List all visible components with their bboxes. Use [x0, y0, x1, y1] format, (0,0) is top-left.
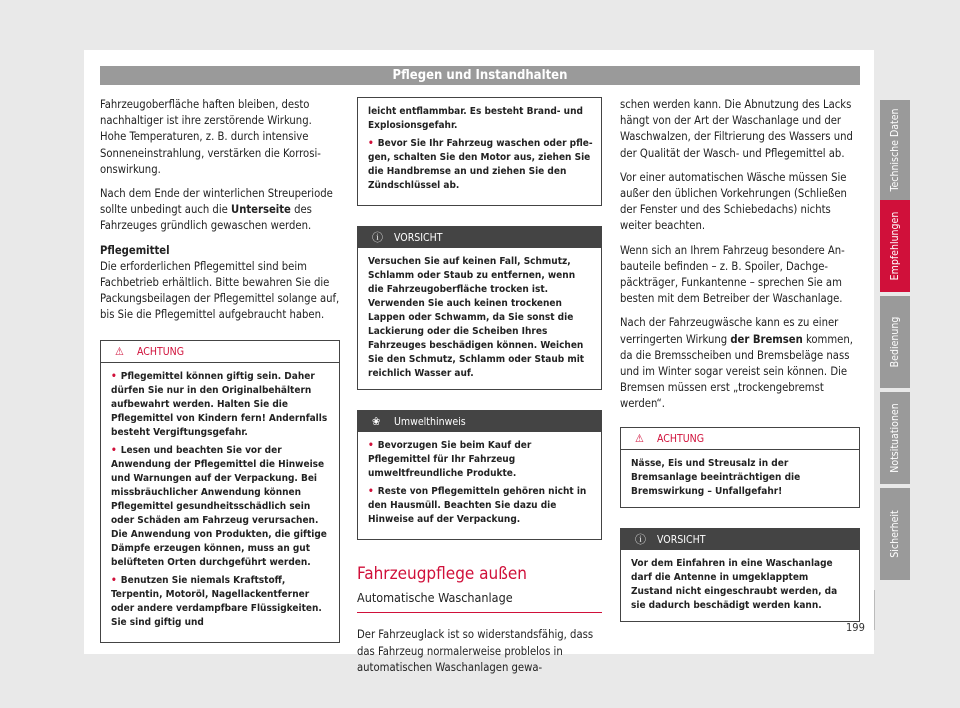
paragraph: Wenn sich an Ihrem Fahrzeug besondere Anbauteile befinden – z. B. Spoiler, Dachgepäckträger, Funkantenne – sprechen Sie am besten mit dem Betreiber der Waschanlage. [620, 243, 845, 306]
list-item-text: Bevorzugen Sie beim Kauf der Pflegemittel für Ihr Fahrzeug umweltfreundliche Produkte. [368, 440, 532, 479]
tab-technische-daten[interactable] [880, 100, 910, 200]
paragraph [100, 186, 340, 235]
list-item-text: leicht entflammbar. Es besteht Brand- und Explosionsgefahr. [368, 106, 583, 131]
info-circle-icon: ⓘ [372, 231, 383, 244]
info-circle-icon: ⓘ [635, 532, 646, 546]
environment-icon: ❀ [372, 415, 381, 428]
environment-box-header [358, 411, 601, 432]
text: kommen, da die Bremsscheiben und Bremsbeläge nass und im Winter sogar vereist sein können. Die Bremsen müssen erst „trockengebremst werden“. [620, 332, 853, 411]
list-item-text: Lesen und beachten Sie vor der Anwendung der Pflegemittel die Hinweise und Warnungen auf der Verpackung. Bei missbräuchlicher Anwendung können Pflegemittel gesundheitsschädlich sein oder Schäden am Fahrzeug verursachen. Die Anwendung von Produkten, die giftige Dämpfe erzeugen können, muss an gut belüfteten Orten durchgeführt werden. [111, 444, 327, 568]
warning-title: ACHTUNG [657, 432, 705, 445]
bold-term: der Bremsen [730, 332, 803, 346]
subheading: Pflegemittel [100, 243, 170, 257]
paragraph: Vor einer automatischen Wäsche müssen Sie außer den üblichen Vorkehrungen (Schließen der Fenster und des Schiebedachs) nichts weiter beachten. [620, 170, 847, 233]
paragraph: Fahrzeugoberfläche haften bleiben, desto nachhaltiger ist ihre zerstörende Wirkung. Hohe Temperaturen, z. B. durch intensive Sonneneinstrahlung, verstärken die Korrosionswirkung. [100, 98, 321, 176]
warning-triangle-icon: ⚠ [635, 431, 644, 445]
text: Nach dem Ende der winterlichen Streuperiode sollte unbedingt auch die [100, 187, 333, 217]
paragraph: Die erforderlichen Pflegemittel sind beim Fachbetrieb erhältlich. Bitte bewahren Sie die Packungsbeilagen der Pflegemittel solange auf, bis Sie die Pflegemittel aufgebraucht haben. [100, 259, 340, 322]
caution-box-body: Versuchen Sie auf keinen Fall, Schmutz, Schlamm oder Staub zu entfernen, wenn die Fahrzeugoberfläche trocken ist. Verwenden Sie auch keinen trockenen Lappen oder Schwamm, da Sie sonst die Lackierung oder die Scheiben Ihres Fahrzeuges beschädigen können. Weichen Sie den Schmutz, Schlamm oder Staub mit reichlich Wasser auf. [368, 256, 585, 379]
list-item: • Benutzen Sie niemals Kraftstoff, Terpentin, Motoröl, Nagellackentferner oder andere verdampfbare Flüssigkeiten. Sie sind giftig und [111, 574, 322, 628]
environment-box [357, 410, 602, 540]
caution-box [620, 528, 860, 622]
tab-sicherheit[interactable] [880, 488, 910, 580]
list-item: • Pflegemittel können giftig sein. Daher dürfen Sie nur in den Originalbehältern aufbewahrt werden. Halten Sie die Pflegemittel von Kindern fern! Andernfalls besteht Vergiftungsgefahr. [111, 370, 328, 438]
column-3 [620, 97, 860, 642]
warning-box-body [358, 98, 601, 205]
column-2 [357, 97, 602, 676]
tab-label: Bedienung [889, 316, 901, 368]
divider [874, 590, 875, 630]
text: des Fahrzeuges gründlich gewaschen werden. [100, 203, 312, 233]
caution-box [357, 226, 602, 390]
list-item-text: Bevor Sie Ihr Fahrzeug waschen oder pflegen, schalten Sie den Motor aus, ziehen Sie die Handbremse an und ziehen Sie den Zündschlüssel ab. [368, 138, 593, 191]
list-item-text: Pflegemittel können giftig sein. Daher dürfen Sie nur in den Originalbehältern aufbewahrt werden. Halten Sie die Pflegemittel von Kindern fern! Andernfalls besteht Vergiftungsgefahr. [111, 370, 328, 438]
warning-title: ACHTUNG [137, 345, 185, 358]
caution-title: VORSICHT [394, 232, 443, 244]
bold-term: Unterseite [231, 203, 291, 217]
caution-box-header [358, 227, 601, 248]
tab-notsituationen[interactable] [880, 392, 910, 484]
warning-box-body: Nässe, Eis und Streusalz in der Bremsanlage beeinträchtigen die Bremswirkung – Unfallgefahr! [621, 449, 859, 507]
tab-label: Notsituationen [889, 403, 901, 473]
warning-box-header [621, 428, 859, 449]
environment-title: Umwelthinweis [394, 416, 466, 428]
caution-box-body: Vor dem Einfahren in eine Waschanlage darf die Antenne in umgeklapptem Zustand nicht eingeschraubt werden, da sie dadurch beschädigt werden kann. [631, 557, 838, 611]
paragraph: Der Fahrzeuglack ist so widerstandsfähig, dass das Fahrzeug normalerweise problelos in automatischen Waschanlagen gewa- [357, 628, 594, 674]
paragraph: schen werden kann. Die Abnutzung des Lacks hängt von der Art der Waschanlage und der Waschwalzen, der Filtrierung des Wassers und der Qualität der Wasch- und Pflegemittel ab. [620, 98, 853, 160]
warning-box [100, 340, 340, 643]
list-item-text: Reste von Pflegemitteln gehören nicht in den Hausmüll. Beachten Sie dazu die Hinweise auf der Verpackung. [368, 486, 587, 525]
caution-box-header [621, 529, 859, 550]
warning-box [620, 427, 860, 508]
caution-title: VORSICHT [657, 533, 706, 546]
tab-empfehlungen[interactable] [880, 200, 910, 292]
list-item: • Lesen und beachten Sie vor der Anwendung der Pflegemittel die Hinweise und Warnungen auf der Verpackung. Bei missbräuchlicher Anwendung können Pflegemittel gesundheitsschädlich sein oder Schäden am Fahrzeug verursachen. Die Anwendung von Produkten, die giftige Dämpfe erzeugen können, muss an gut belüfteten Orten durchgeführt werden. [111, 444, 327, 568]
list-item: • Bevor Sie Ihr Fahrzeug waschen oder pflegen, schalten Sie den Motor aus, ziehen Sie die Handbremse an und ziehen Sie den Zündschlüssel ab. [368, 138, 593, 191]
list-item: • Bevorzugen Sie beim Kauf der Pflegemittel für Ihr Fahrzeug umweltfreundliche Produkte. [368, 440, 532, 479]
section-subtitle: Automatische Waschanlage [357, 590, 602, 613]
warning-box-continued [357, 97, 602, 206]
tab-label: Sicherheit [889, 510, 901, 558]
tab-bedienung[interactable] [880, 296, 910, 388]
environment-box-body [358, 432, 601, 539]
warning-box-body [101, 362, 339, 642]
tab-label: Empfehlungen [889, 211, 901, 281]
column-1 [100, 97, 340, 663]
text: Nach der Fahrzeugwäsche kann es zu einer verringerten Wirkung [620, 316, 839, 346]
section-title: Fahrzeugpflege außen [357, 564, 527, 584]
tab-label: Technische Daten [889, 108, 901, 192]
list-item: • Reste von Pflegemitteln gehören nicht in den Hausmüll. Beachten Sie dazu die Hinweise auf der Verpackung. [368, 486, 587, 525]
paragraph [620, 315, 860, 412]
page-header: Pflegen und Instandhalten [100, 66, 860, 85]
page-number: 199 [846, 621, 865, 634]
warning-triangle-icon: ⚠ [115, 344, 124, 358]
warning-box-header [101, 341, 339, 362]
list-item-text: Benutzen Sie niemals Kraftstoff, Terpentin, Motoröl, Nagellackentferner oder andere verdampfbare Flüssigkeiten. Sie sind giftig und [111, 574, 322, 628]
